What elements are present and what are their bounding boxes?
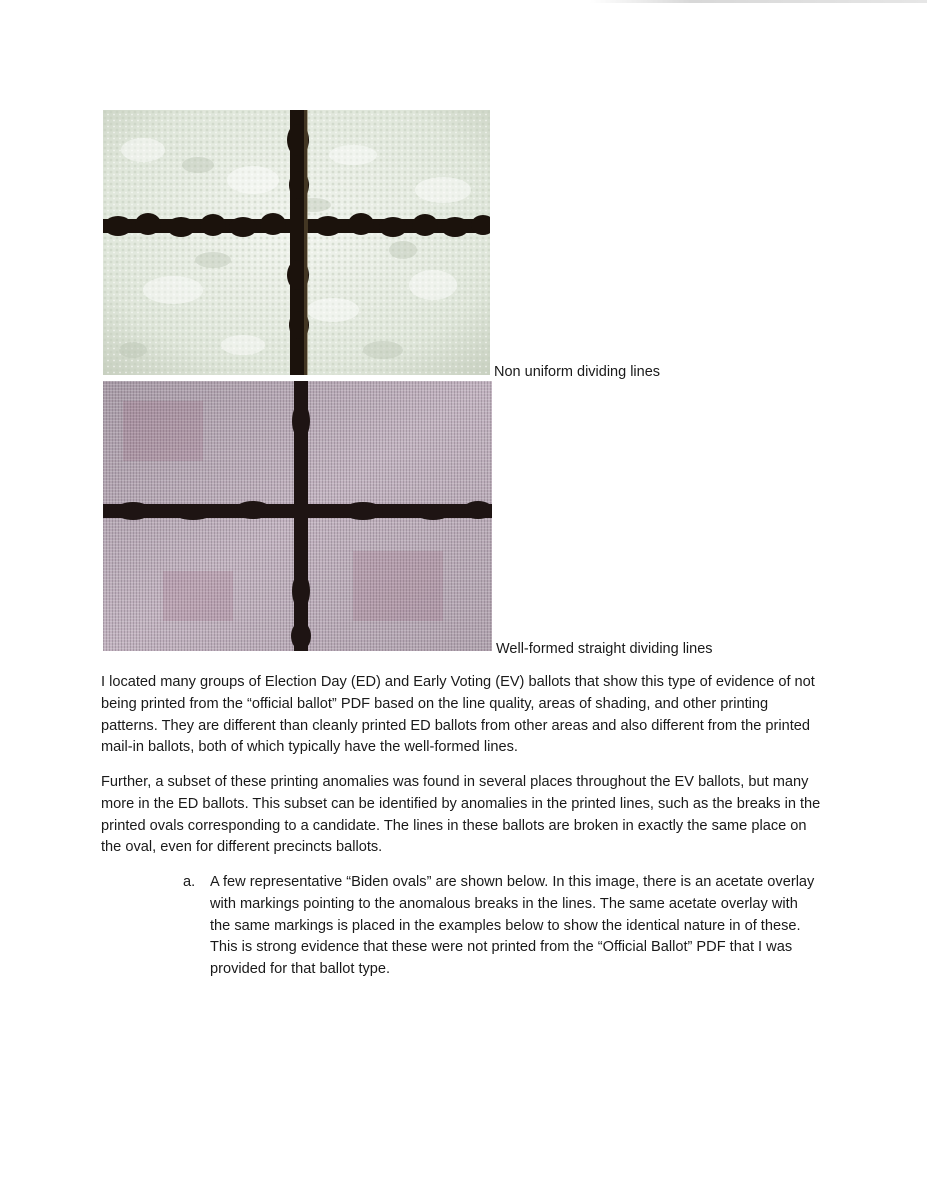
photo-well-formed-lines xyxy=(103,381,492,651)
microscope-image-1 xyxy=(103,110,490,375)
scan-edge-artifact xyxy=(590,0,927,3)
microscope-image-2 xyxy=(103,381,492,651)
body-paragraph-1: I located many groups of Election Day (ED) and Early Voting (EV) ballots that show this type of evidence of not being printed from the “official ballot” PDF based on the line quality, areas of shading, and other printing patterns. They are different than cleanly printed ED ballots from other areas and also different from the printed mail-in ballots, both of which typically have the well-formed lines. xyxy=(101,674,815,756)
list-item-text: A few representative “Biden ovals” are shown below. In this image, there is an acetate overlay with markings pointing to the anomalous breaks in the lines. The same acetate overlay with the same markings is placed in the examples below to show the identical nature in of these. This is strong evidence that these were not printed from the “Official Ballot” PDF that I was provided for that ballot type. xyxy=(210,874,815,978)
photo-non-uniform-lines xyxy=(103,110,490,375)
figure-1-caption: Non uniform dividing lines xyxy=(494,364,661,380)
list-marker: a. xyxy=(183,874,196,890)
body-paragraph-2: Further, a subset of these printing anomalies was found in several places throughout the EV ballots, but many more in the ED ballots. This subset can be identified by anomalies in the printed lines, such as the breaks in the printed ovals corresponding to a candidate. The lines in these ballots are broken in exactly the same place on the oval, even for different precincts ballots. xyxy=(101,774,821,856)
figure-2-caption: Well-formed straight dividing lines xyxy=(496,641,713,657)
